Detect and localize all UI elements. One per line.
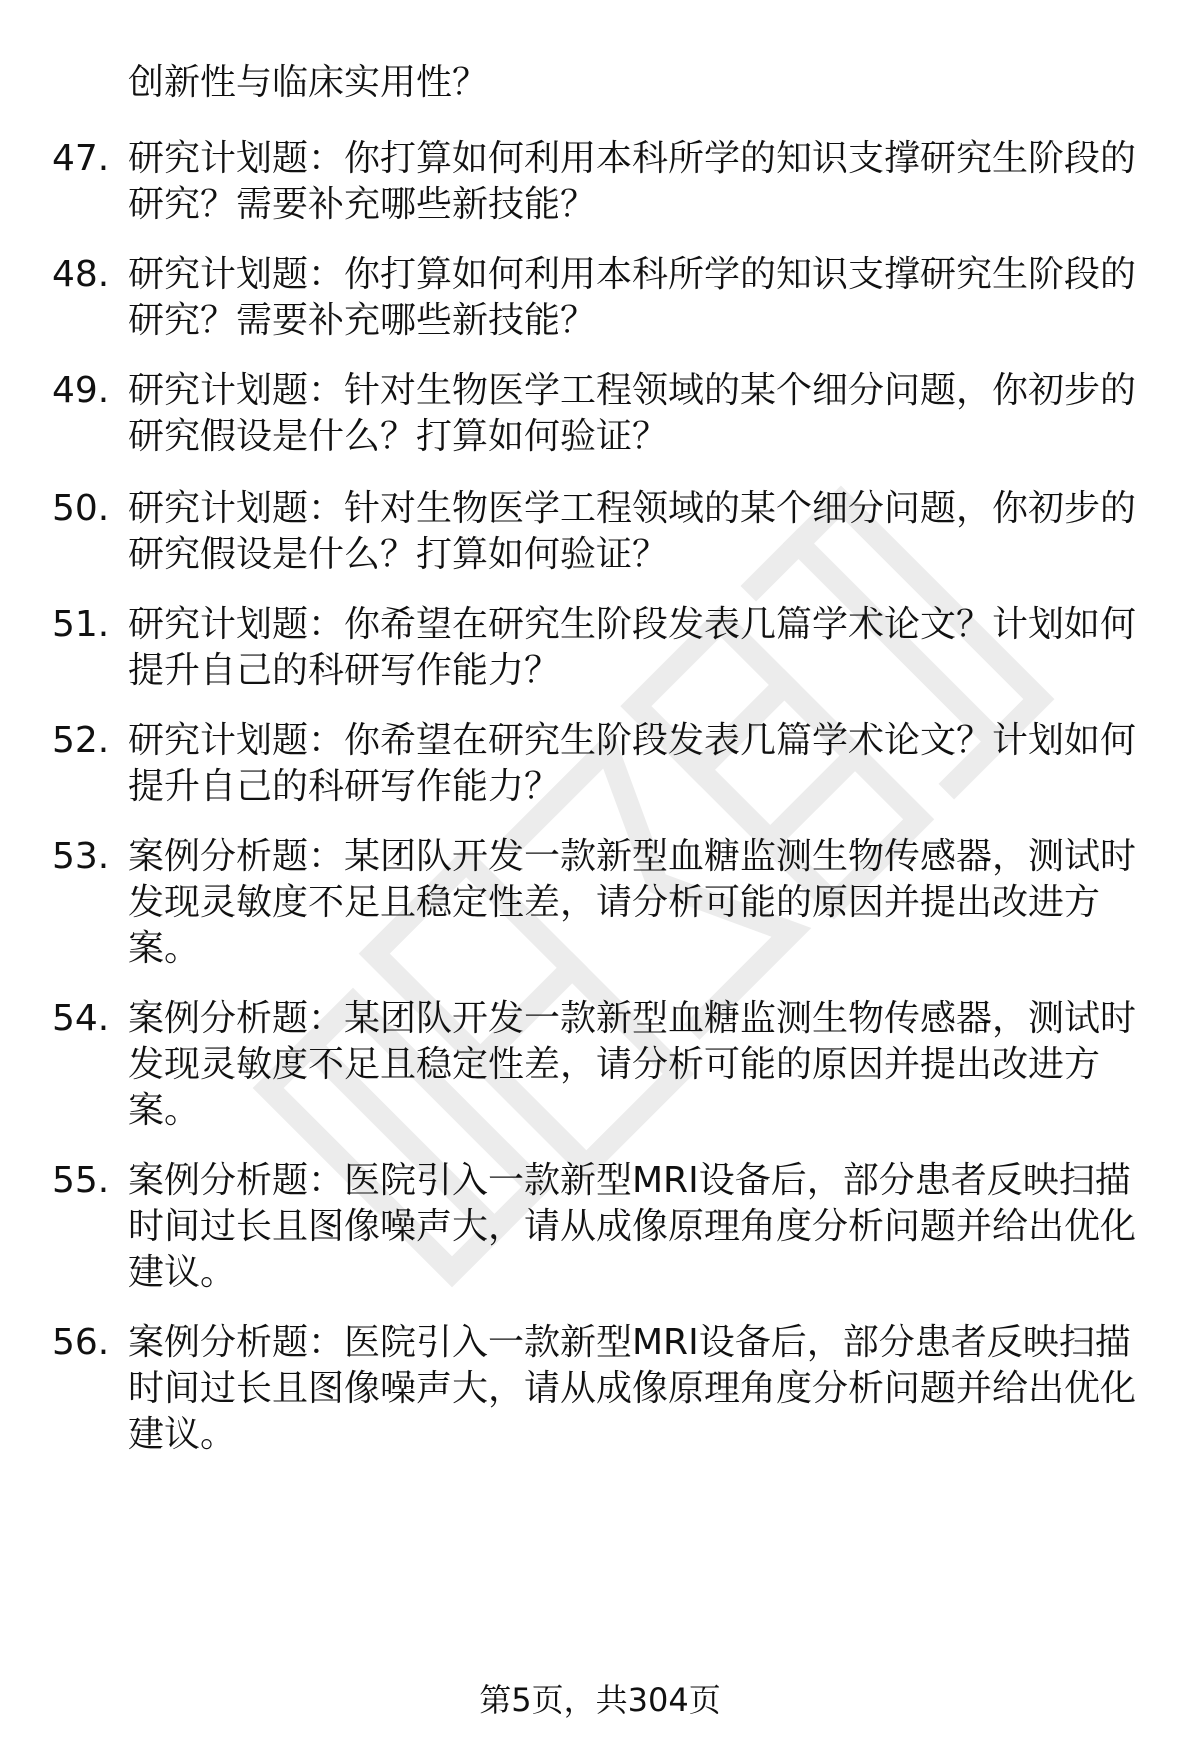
- question-number: 56.: [52, 1322, 110, 1363]
- question-text: 研究计划题：你希望在研究生阶段发表几篇学术论文？计划如何提升自己的科研写作能力？: [128, 604, 1137, 691]
- question-text: 案例分析题：医院引入一款新型MRI设备后，部分患者反映扫描时间过长且图像噪声大，请从成像原理角度分析问题并给出优化建议。: [128, 1322, 1137, 1455]
- continued-question-text: 创新性与临床实用性？: [128, 62, 489, 103]
- question-number: 50.: [52, 488, 110, 529]
- question-number: 52.: [52, 720, 110, 761]
- question-text: 研究计划题：你希望在研究生阶段发表几篇学术论文？计划如何提升自己的科研写作能力？: [128, 720, 1137, 807]
- question-number: 53.: [52, 836, 110, 877]
- question-number: 51.: [52, 604, 110, 645]
- question-text: 研究计划题：你打算如何利用本科所学的知识支撑研究生阶段的研究？需要补充哪些新技能？: [128, 254, 1137, 341]
- page-footer: [0, 1680, 1200, 1720]
- question-text: 案例分析题：医院引入一款新型MRI设备后，部分患者反映扫描时间过长且图像噪声大，请从成像原理角度分析问题并给出优化建议。: [128, 1160, 1137, 1293]
- question-text: 案例分析题：某团队开发一款新型血糖监测生物传感器，测试时发现灵敏度不足且稳定性差，请分析可能的原因并提出改进方案。: [128, 998, 1137, 1131]
- question-number: 49.: [52, 370, 110, 411]
- question-text: 研究计划题：针对生物医学工程领域的某个细分问题，你初步的研究假设是什么？打算如何验证？: [128, 488, 1137, 575]
- question-text: 案例分析题：某团队开发一款新型血糖监测生物传感器，测试时发现灵敏度不足且稳定性差，请分析可能的原因并提出改进方案。: [128, 836, 1137, 969]
- page-number-label: 第5页，共304页: [479, 1681, 721, 1719]
- question-number: 54.: [52, 998, 110, 1039]
- question-number: 48.: [52, 254, 110, 295]
- question-text: 研究计划题：针对生物医学工程领域的某个细分问题，你初步的研究假设是什么？打算如何验证？: [128, 370, 1137, 457]
- question-number: 47.: [52, 138, 110, 179]
- question-number: 55.: [52, 1160, 110, 1201]
- question-text: 研究计划题：你打算如何利用本科所学的知识支撑研究生阶段的研究？需要补充哪些新技能？: [128, 138, 1137, 225]
